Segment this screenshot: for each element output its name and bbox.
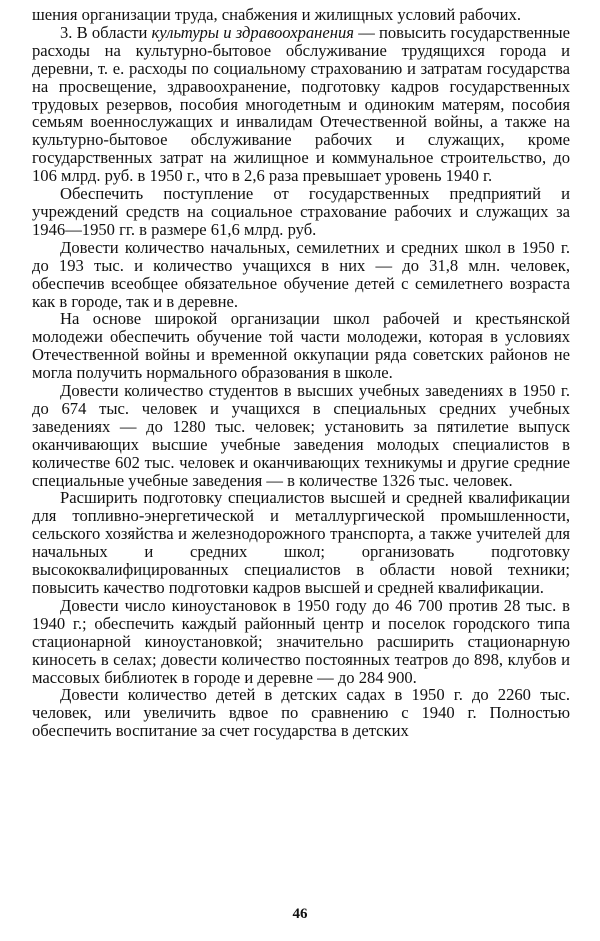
- paragraph-6: Расширить подготовку специалистов высшей и средней квалификации для топливно-энергетической и металлургической промышленности, сельского хозяйства и железнодорожного транспорта, а также учителей для начальных и средних школ; организовать подготовку высококвалифицированных специалистов в области новой техники; повысить качество подготовки кадров высшей и средней квалификации.: [32, 488, 570, 597]
- paragraph-7: Довести число киноустановок в 1950 году до 46 700 против 28 тыс. в 1940 г.; обеспечить каждый районный центр и поселок городского типа стационарной киноустановкой; значительно расширить стационарную киносеть в селах; довести количество постоянных театров до 898, клубов и массовых библиотек в городе и деревне — до 284 900.: [32, 595, 570, 687]
- paragraph-2: Обеспечить поступление от государственных предприятий и учреждений средств на социальное страхование рабочих и служащих за 1946—1950 гг. в размере 61,6 млрд. руб.: [32, 184, 570, 239]
- paragraph-1-emphasis: культуры и здравоохранения: [151, 22, 355, 42]
- paragraph-0: шения организации труда, снабжения и жилищных условий рабочих.: [32, 5, 522, 24]
- paragraph-5: Довести количество студентов в высших учебных заведениях в 1950 г. до 674 тыс. человек и учащихся в специальных средних учебных заведениях — до 1280 тыс. человек; установить за пятилетие выпуск оканчивающих высшие учебные заведения молодых специалистов в количестве 602 тыс. человек и оканчивающих техникумы и другие средние специальные учебные заведения — в количестве 1326 тыс. человек.: [32, 381, 570, 490]
- page-number: 46: [292, 906, 308, 922]
- paragraph-1-text: — повысить государственные расходы на культурно-бытовое обслуживание трудящихся города и деревни, т. е. расходы по социальному страхованию и затратам государства на просвещение, здравоохранение, подготовку кадров государственных трудовых резервов, пособия многодетным и одиноким матерям, пособия семьям военнослужащих и инвалидам Отечественной войны, а также на культурно-бытовое обслуживание рабочих и служащих, кроме государственных затрат на жилищное и коммунальное строительство, до 106 млрд. руб. в 1950 г., что в 2,6 раза превышает уровень 1940 г.: [32, 22, 570, 186]
- paragraph-8: Довести количество детей в детских садах в 1950 г. до 2260 тыс. человек, или увеличить вдвое по сравнению с 1940 г. Полностью обеспечить воспитание за счет государства в детских: [32, 685, 570, 741]
- paragraph-1: [32, 24, 570, 185]
- paragraph-1-prefix: 3. В области: [60, 22, 152, 42]
- paragraph-4: На основе широкой организации школ рабочей и крестьянской молодежи обеспечить обучение той части молодежи, которая в условиях Отечественной войны и временной оккупации ряда советских районов не могла получить нормального образования в школе.: [32, 309, 570, 383]
- paragraph-3: Довести количество начальных, семилетних и средних школ в 1950 г. до 193 тыс. и количество учащихся в них — до 31,8 млн. человек, обеспечив всеобщее обязательное обучение детей с семилетнего возраста как в городе, так и в деревне.: [32, 237, 570, 311]
- document-page: [32, 6, 570, 740]
